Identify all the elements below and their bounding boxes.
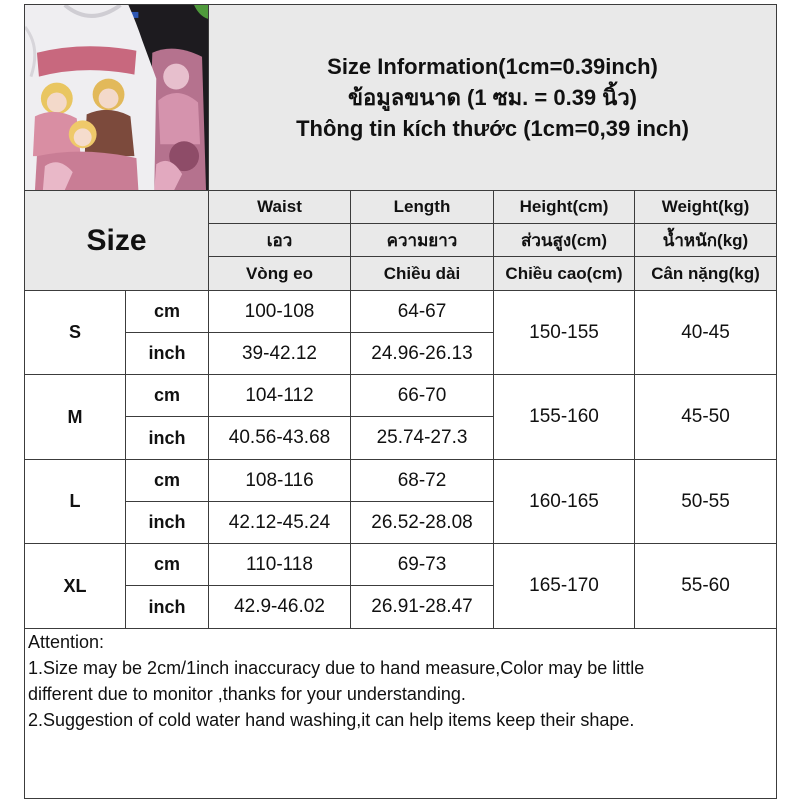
unit-inch-l: inch [125,501,209,544]
header-height-th: ส่วนสูง(cm) [493,223,635,257]
header-length-en: Length [350,190,494,224]
tshirt-photo-illustration [25,5,208,190]
length-cm-s: 64-67 [350,290,494,333]
header-length-th: ความยาว [350,223,494,257]
black-tshirt-print [148,49,206,190]
length-inch-m: 25.74-27.3 [350,416,494,460]
header-weight-en: Weight(kg) [634,190,777,224]
unit-inch-m: inch [125,416,209,460]
unit-inch-xl: inch [125,585,209,629]
header-waist-en: Waist [208,190,351,224]
weight-l: 50-55 [634,459,777,544]
size-label-l: L [24,459,126,544]
size-header: Size [24,190,209,291]
waist-inch-m: 40.56-43.68 [208,416,351,460]
attention-notes [24,628,777,799]
unit-inch-s: inch [125,332,209,375]
header-weight-vi: Cân nặng(kg) [634,256,777,291]
unit-cm-s: cm [125,290,209,333]
header-length-vi: Chiều dài [350,256,494,291]
length-inch-l: 26.52-28.08 [350,501,494,544]
note-line: 1.Size may be 2cm/1inch inaccuracy due to hand measure,Color may be little [28,658,645,678]
height-s: 150-155 [493,290,635,375]
title-line-english: Size Information(1cm=0.39inch) [327,54,658,79]
length-cm-l: 68-72 [350,459,494,502]
length-inch-s: 24.96-26.13 [350,332,494,375]
waist-cm-m: 104-112 [208,374,351,417]
height-m: 155-160 [493,374,635,460]
unit-cm-l: cm [125,459,209,502]
header-waist-vi: Vòng eo [208,256,351,291]
header-weight-th: น้ำหนัก(kg) [634,223,777,257]
header-waist-th: เอว [208,223,351,257]
length-inch-xl: 26.91-28.47 [350,585,494,629]
header-height-en: Height(cm) [493,190,635,224]
header-height-vi: Chiều cao(cm) [493,256,635,291]
title-line-vietnamese: Thông tin kích thước (1cm=0,39 inch) [296,116,689,141]
waist-cm-l: 108-116 [208,459,351,502]
length-cm-m: 66-70 [350,374,494,417]
size-label-s: S [24,290,126,375]
waist-cm-s: 100-108 [208,290,351,333]
waist-inch-xl: 42.9-46.02 [208,585,351,629]
title-line-thai: ข้อมูลขนาด (1 ซม. = 0.39 นิ้ว) [347,85,637,110]
note-line: different due to monitor ,thanks for your understanding. [28,684,466,704]
weight-m: 45-50 [634,374,777,460]
waist-cm-xl: 110-118 [208,543,351,586]
unit-cm-m: cm [125,374,209,417]
note-line: 2.Suggestion of cold water hand washing,it can help items keep their shape. [28,710,635,730]
size-label-xl: XL [24,543,126,629]
attention-heading: Attention: [28,632,105,652]
height-xl: 165-170 [493,543,635,629]
waist-inch-l: 42.12-45.24 [208,501,351,544]
unit-cm-xl: cm [125,543,209,586]
length-cm-xl: 69-73 [350,543,494,586]
waist-inch-s: 39-42.12 [208,332,351,375]
height-l: 160-165 [493,459,635,544]
product-photo [24,4,209,191]
size-label-m: M [24,374,126,460]
weight-s: 40-45 [634,290,777,375]
weight-xl: 55-60 [634,543,777,629]
size-info-title [208,4,777,191]
